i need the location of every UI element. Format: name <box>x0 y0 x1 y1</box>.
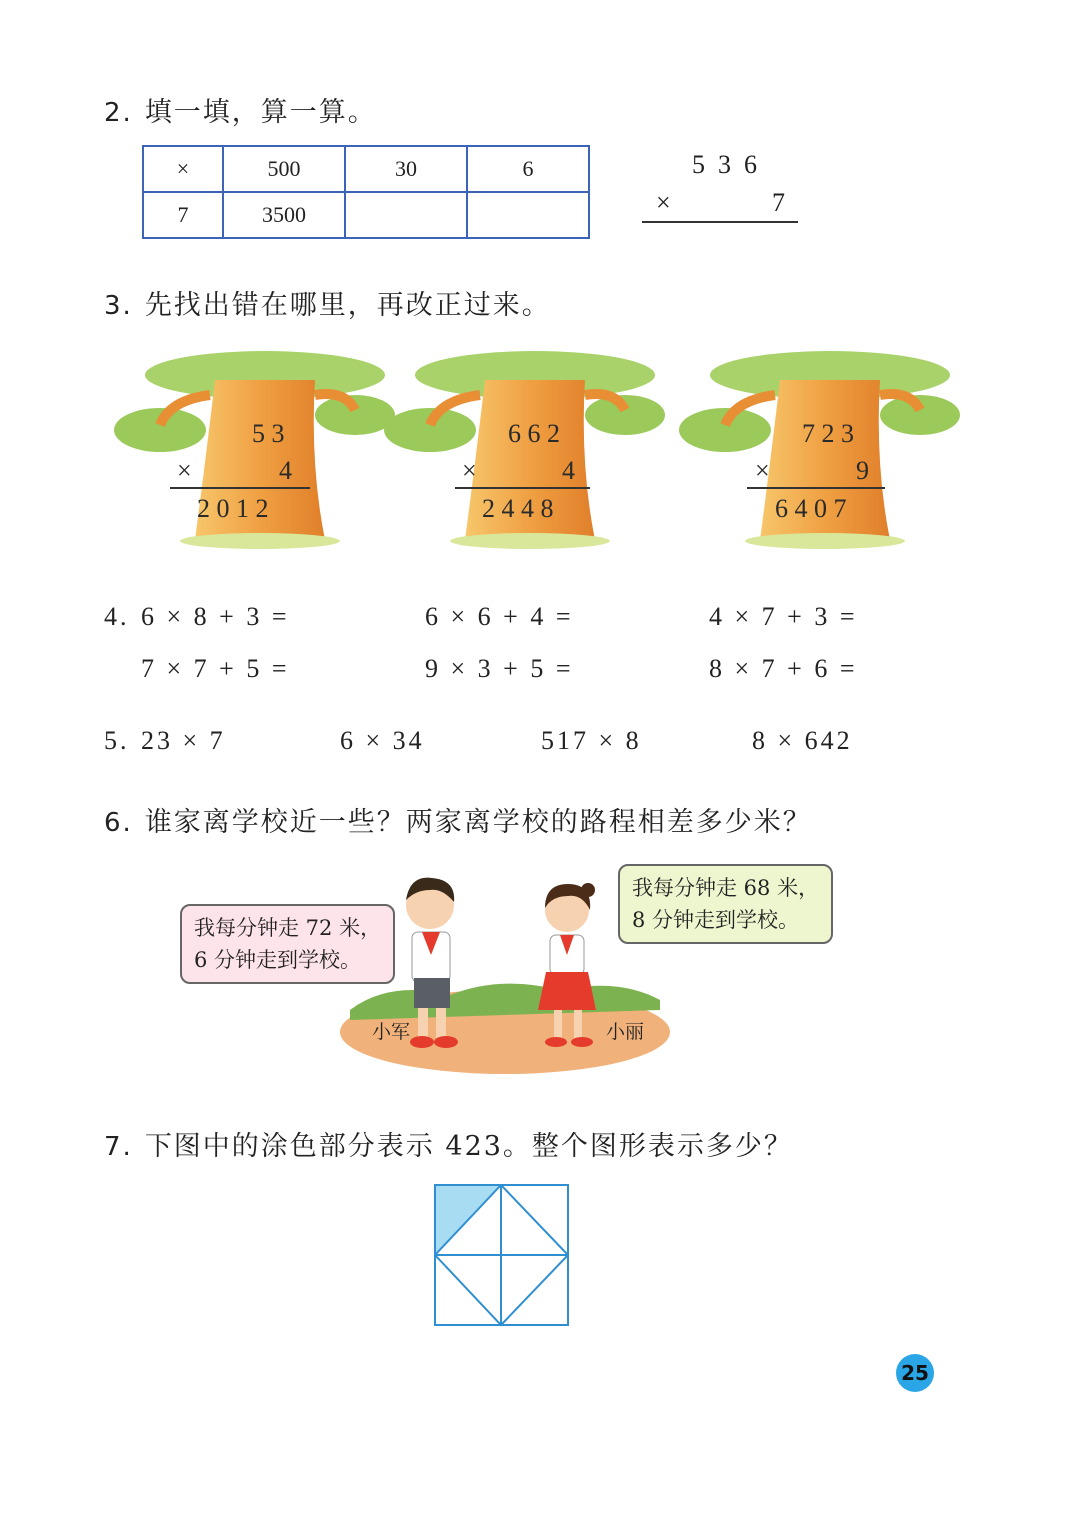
vertical-top-number: 5 3 6 <box>692 150 757 179</box>
tree-2 <box>384 351 665 549</box>
question-text: 谁家离学校近一些？两家离学校的路程相差多少米？ <box>144 807 812 838</box>
question-number: 2. <box>104 98 133 128</box>
bubble-line: 我每分钟走 68 米， <box>632 876 820 900</box>
exercise-item: 517 × 8 <box>541 726 642 755</box>
table-cell: 500 <box>223 146 345 192</box>
trees-illustration <box>100 345 980 560</box>
question-number: 5. <box>104 726 130 755</box>
equation: 6 × 8 + 3 = <box>141 602 290 631</box>
tree-1 <box>114 351 395 549</box>
tree-multiplier: 4 <box>562 456 575 485</box>
equation: 9 × 3 + 5 = <box>425 654 574 683</box>
answer-blank[interactable] <box>345 192 467 238</box>
multiply-sign: × <box>462 456 477 485</box>
girl-speech-bubble <box>618 864 833 944</box>
exercise-item: 23 × 7 <box>141 726 226 755</box>
exercise-item: 6 × 34 <box>340 726 425 755</box>
answer-blank[interactable] <box>467 192 589 238</box>
tree-top-number: 6 6 2 <box>508 419 560 448</box>
multiplication-table <box>142 145 590 239</box>
question-text: 先找出错在哪里，再改正过来。 <box>144 290 551 321</box>
bubble-line: 我每分钟走 72 米， <box>194 916 382 940</box>
equation: 4 × 7 + 3 = <box>709 602 858 631</box>
tree-wrong-result: 2 0 1 2 <box>197 494 269 523</box>
bubble-line: 6 分钟走到学校。 <box>194 948 362 972</box>
table-row <box>143 192 589 238</box>
tree-wrong-result: 6 4 0 7 <box>775 494 847 523</box>
question-7 <box>104 1124 793 1163</box>
bubble-line: 8 分钟走到学校。 <box>632 908 800 932</box>
question-2 <box>104 90 377 129</box>
shaded-figure <box>434 1184 570 1328</box>
question-number: 6. <box>104 808 133 838</box>
question-3 <box>104 283 551 322</box>
question-text: 下图中的涂色部分表示 423。整个图形表示多少？ <box>144 1131 793 1162</box>
page-number: 25 <box>896 1354 934 1392</box>
answer-line <box>642 221 798 223</box>
table-cell: 3500 <box>223 192 345 238</box>
question-number: 7. <box>104 1132 133 1162</box>
equation: 8 × 7 + 6 = <box>709 654 858 683</box>
tree-top-number: 5 3 <box>252 419 285 448</box>
exercise-item: 8 × 642 <box>752 726 853 755</box>
tree-multiplier: 4 <box>279 456 292 485</box>
tree-multiplier: 9 <box>856 456 869 485</box>
question-number: 4. <box>104 602 130 631</box>
equation: 6 × 6 + 4 = <box>425 602 574 631</box>
table-cell: × <box>143 146 223 192</box>
table-cell: 7 <box>143 192 223 238</box>
multiply-sign: × <box>177 456 192 485</box>
multiply-sign: × <box>656 188 671 217</box>
girl-name-label: 小丽 <box>606 1021 645 1043</box>
equation: 7 × 7 + 5 = <box>141 654 290 683</box>
tree-wrong-result: 2 4 4 8 <box>482 494 554 523</box>
table-cell: 30 <box>345 146 467 192</box>
question-text: 填一填，算一算。 <box>144 97 377 128</box>
tree-top-number: 7 2 3 <box>802 419 854 448</box>
tree-3 <box>679 351 960 549</box>
vertical-multiplier: 7 <box>772 188 785 217</box>
multiply-sign: × <box>755 456 770 485</box>
table-cell: 6 <box>467 146 589 192</box>
question-number: 3. <box>104 291 133 321</box>
table-row <box>143 146 589 192</box>
boy-speech-bubble <box>180 904 395 984</box>
question-6 <box>104 800 812 839</box>
boy-name-label: 小军 <box>372 1021 411 1043</box>
